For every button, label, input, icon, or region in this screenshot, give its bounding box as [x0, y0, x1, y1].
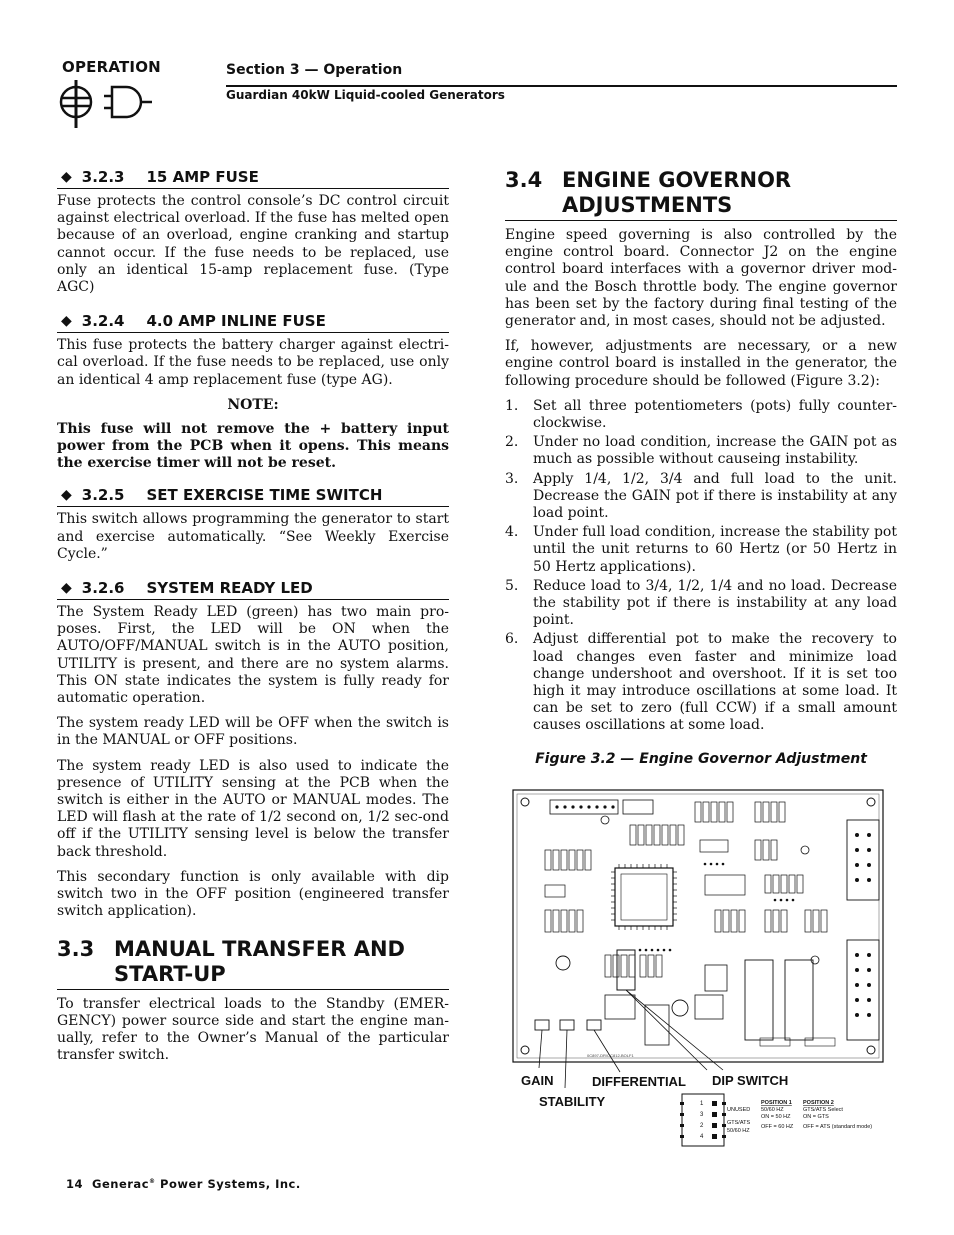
list-item: 4. Under full load condition, increase the stability pot until the unit returns to 60 Hertz (or 50 Hertz in 50 Hertz applications).: [505, 524, 897, 575]
svg-text:1: 1: [700, 1101, 704, 1107]
heading-3-2-4: ◆ 3.2.4 4.0 AMP INLINE FUSE: [57, 312, 449, 333]
list-item: 6. Adjust differential pot to make the recovery to load changes even faster and minimize load change undershoot and overshoot. If it is set too high it may introduce oscillations at some load. It can be set to zero (full CCW) if a small amount causes oscillations at some load.: [505, 631, 897, 734]
heading-3-3: 3.3 MANUAL TRANSFER AND START-UP: [57, 937, 449, 990]
svg-text:2: 2: [700, 1123, 704, 1129]
section-title: Section 3 — Operation: [226, 62, 403, 78]
list-item: 5. Reduce load to 3/4, 1/2, 1/4 and no load. Decrease the stability pot if there is instability at any load point.: [505, 577, 897, 629]
paragraph: Fuse protects the control console’s DC control circuit against electrical overload. If the fuse has melted open because of an overload, engine cranking and startup cannot occur. If the fuse needs to be replaced, use only an identical 15-amp replacement fuse. (Type AGC): [57, 193, 449, 296]
board-code: 0C897-DR/OC812-BOLF1: [587, 1053, 634, 1058]
diamond-bullet-icon: ◆: [61, 313, 72, 330]
paragraph: The System Ready LED (green) has two main pro-poses. First, the LED will be ON when the AUTO/OFF/MANUAL switch is in the AUTO position, UTILITY is present, and there are no system alarms. This ON state indicates the system is fully ready for automatic operation.: [57, 604, 449, 707]
svg-text:ON = GTS: ON = GTS: [803, 1114, 829, 1120]
paragraph: The system ready LED is also used to indicate the presence of UTILITY sensing at the PCB when the switch is either in the AUTO or MANUAL modes. The LED will flash at the rate of 1/2 second on, 1/2 sec-ond off if the UTILITY sensing level is below the transfer back threshold.: [57, 757, 449, 860]
svg-text:50/60 HZ: 50/60 HZ: [727, 1128, 750, 1134]
svg-text:ON = 50 HZ: ON = 50 HZ: [761, 1114, 791, 1120]
svg-text:POSITION 2: POSITION 2: [803, 1100, 834, 1106]
heading-3-2-5: ◆ 3.2.5 SET EXERCISE TIME SWITCH: [57, 486, 449, 507]
note-title: NOTE:: [227, 396, 279, 413]
paragraph: If, however, adjustments are necessary, or a new engine control board is installed in the generator, the following procedure should be followed (Figure 3.2):: [505, 338, 897, 389]
svg-text:3: 3: [700, 1112, 704, 1118]
diamond-bullet-icon: ◆: [61, 169, 72, 185]
paragraph: This secondary function is only available with dip switch two in the OFF position (engineered transfer switch application).: [57, 868, 449, 920]
diamond-bullet-icon: ◆: [61, 487, 72, 504]
gain-label: GAIN: [521, 1073, 554, 1088]
page-number: 14: [66, 1177, 84, 1191]
dip-switch-label: DIP SWITCH: [712, 1073, 789, 1088]
control-board-diagram: [505, 780, 897, 1150]
figure-caption: Figure 3.2 — Engine Governor Adjustment: [535, 750, 867, 767]
list-item: 3. Apply 1/4, 1/2, 3/4 and full load to the unit. Decrease the GAIN pot if there is instability at any load point.: [505, 470, 897, 522]
right-column: [505, 168, 897, 767]
svg-text:POSITION 1: POSITION 1: [761, 1100, 792, 1106]
svg-text:UNUSED: UNUSED: [727, 1107, 751, 1113]
heading-3-2-6: ◆ 3.2.6 SYSTEM READY LED: [57, 579, 449, 600]
heading-3-4: 3.4 ENGINE GOVERNOR ADJUSTMENTS: [505, 168, 897, 221]
svg-text:OFF = ATS (standard mode): OFF = ATS (standard mode): [803, 1124, 873, 1130]
paragraph: Engine speed governing is also controlled by the engine control board. Connector J2 on the engine control board interfaces with a governor driver mod-ule and the Bosch throttle body. The engine governor has been set by the factory during final testing of the generator and, in most cases, should not be adjusted.: [505, 227, 897, 330]
list-item: 1. Set all three potentiometers (pots) fully counter-clockwise.: [505, 397, 897, 432]
paragraph: This switch allows programming the generator to start and exercise automatically. “See Weekly Exercise Cycle.”: [57, 511, 449, 562]
svg-text:50/60 HZ: 50/60 HZ: [761, 1107, 784, 1113]
paragraph: The system ready LED will be OFF when the switch is in the MANUAL or OFF positions.: [57, 715, 449, 749]
circuit-board: [513, 790, 883, 1062]
plug-socket-icon: [58, 76, 158, 132]
left-column: [57, 168, 449, 1072]
page-footer: 14 Generac® Power Systems, Inc.: [66, 1177, 301, 1191]
heading-3-2-3: ◆ 3.2.3 15 AMP FUSE: [57, 168, 449, 189]
svg-text:4: 4: [700, 1134, 704, 1140]
header-rule: [226, 85, 897, 87]
procedure-list: [505, 398, 897, 735]
diamond-bullet-icon: ◆: [61, 580, 72, 597]
svg-text:OFF = 60 HZ: OFF = 60 HZ: [761, 1124, 794, 1130]
note-body: This fuse will not remove the + battery input power from the PCB when it opens. This means the exercise timer will not be reset.: [57, 420, 449, 472]
paragraph: This fuse protects the battery charger against electri-cal overload. If the fuse needs to be replaced, use only an identical 4 amp replacement fuse (type AG).: [57, 337, 449, 388]
differential-label: DIFFERENTIAL: [592, 1074, 686, 1089]
svg-text:GTS/ATS Select: GTS/ATS Select: [803, 1107, 843, 1113]
stability-label: STABILITY: [539, 1094, 606, 1109]
list-item: 2. Under no load condition, increase the GAIN pot as much as possible without causeing instability.: [505, 434, 897, 468]
paragraph: To transfer electrical loads to the Standby (EMER-GENCY) power source side and start the engine man-ually, refer to the Owner’s Manual of the particular transfer switch.: [57, 995, 449, 1064]
operation-label: OPERATION: [62, 58, 161, 76]
svg-text:GTS/ATS: GTS/ATS: [727, 1120, 751, 1126]
header-subtitle: Guardian 40kW Liquid-cooled Generators: [226, 88, 505, 102]
